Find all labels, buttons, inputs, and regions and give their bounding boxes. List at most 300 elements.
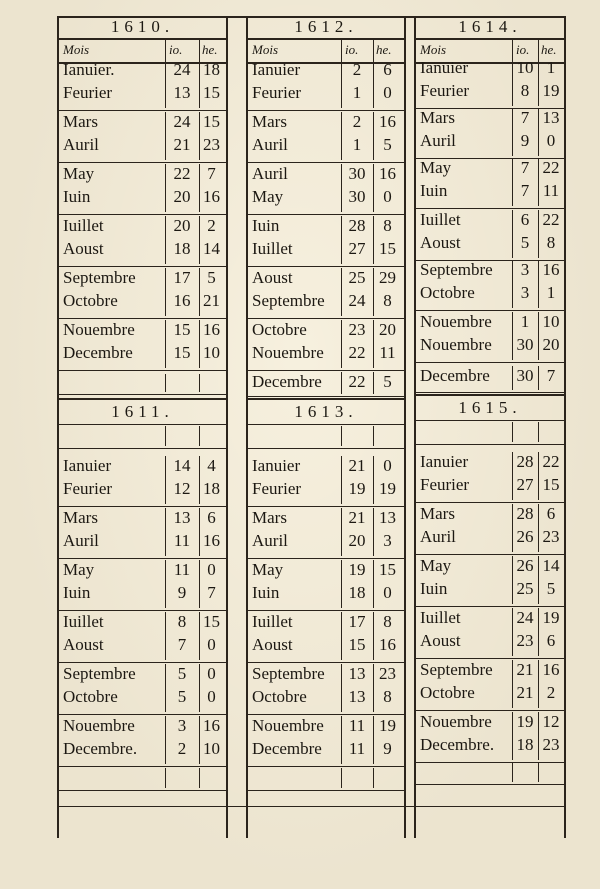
month-cell: Iuillet	[420, 608, 461, 627]
table-row	[248, 560, 404, 583]
month-cell: Mars	[252, 508, 287, 527]
month-cell: May	[420, 556, 452, 575]
month-cell: Mars	[420, 108, 455, 127]
month-cell: Iuin	[420, 181, 448, 200]
days-cell: 3	[177, 716, 187, 735]
days-cell: 30	[348, 164, 366, 183]
header-heures: he.	[202, 42, 218, 57]
hours-cell: 16	[203, 187, 220, 206]
days-cell: 22	[348, 372, 366, 391]
hours-cell: 1	[546, 58, 556, 77]
month-cell: Auril	[63, 135, 99, 154]
days-cell: 28	[348, 216, 366, 235]
column-divider	[165, 426, 166, 446]
hours-cell: 15	[379, 239, 396, 258]
table-row	[248, 716, 404, 739]
header-heures: he.	[541, 42, 557, 57]
hours-cell: 8	[383, 612, 392, 631]
month-cell: May	[63, 560, 95, 579]
year-heading: 1614.	[416, 16, 564, 40]
hours-cell: 18	[203, 60, 220, 79]
month-group	[248, 370, 404, 397]
month-cell: Mars	[63, 508, 98, 527]
table-row	[248, 739, 404, 762]
table-row	[59, 479, 226, 502]
table-row	[416, 210, 564, 233]
table-row	[248, 239, 404, 262]
days-cell: 5	[177, 664, 187, 683]
month-group	[59, 610, 226, 663]
month-group	[416, 502, 564, 555]
column-divider	[341, 426, 342, 446]
hours-cell: 0	[383, 583, 392, 602]
month-cell: Auril	[252, 164, 288, 183]
month-group	[416, 310, 564, 363]
days-cell: 11	[173, 560, 191, 579]
hours-cell: 0	[207, 664, 216, 683]
hours-cell: 16	[379, 112, 396, 131]
month-group	[59, 454, 226, 507]
month-group	[416, 258, 564, 311]
empty-row	[59, 766, 226, 791]
table-row	[416, 504, 564, 527]
days-cell: 21	[516, 660, 534, 679]
month-group	[416, 106, 564, 159]
header-mois: Mois	[63, 42, 89, 57]
month-cell: Iuillet	[252, 612, 293, 631]
table-row	[59, 239, 226, 262]
hours-cell: 0	[207, 687, 216, 706]
days-cell: 8	[520, 81, 530, 100]
table-row	[416, 556, 564, 579]
days-cell: 15	[348, 635, 366, 654]
month-cell: Octobre	[63, 687, 118, 706]
month-cell: Nouembre	[63, 320, 135, 339]
hours-cell: 0	[207, 560, 216, 579]
days-cell: 18	[516, 735, 534, 754]
table-row	[248, 531, 404, 554]
table-row	[59, 187, 226, 210]
days-cell: 28	[516, 452, 534, 471]
hours-cell: 16	[379, 164, 396, 183]
days-cell: 24	[173, 60, 191, 79]
hours-cell: 6	[546, 631, 556, 650]
days-cell: 7	[520, 181, 530, 200]
table-row	[59, 531, 226, 554]
table-row	[59, 216, 226, 239]
month-cell: Auril	[252, 135, 288, 154]
hours-cell: 7	[546, 366, 556, 385]
month-cell: Feurier	[252, 479, 302, 498]
empty-row	[416, 760, 564, 785]
month-cell: Ianuier	[63, 456, 112, 475]
hours-cell: 11	[542, 181, 560, 200]
table-row	[59, 135, 226, 158]
hours-cell: 12	[542, 712, 560, 731]
table-row	[248, 60, 404, 83]
hours-cell: 23	[542, 527, 560, 546]
month-cell: Decembre	[63, 343, 133, 362]
month-group	[59, 110, 226, 163]
days-cell: 18	[348, 583, 366, 602]
header-jours: io.	[169, 42, 183, 57]
table-row	[248, 508, 404, 531]
table-row	[416, 283, 564, 306]
month-cell: Aoust	[252, 635, 293, 654]
days-cell: 30	[348, 187, 366, 206]
month-cell: Nouembre	[420, 712, 492, 731]
hours-cell: 5	[546, 579, 556, 598]
days-cell: 15	[173, 320, 191, 339]
table-row	[416, 335, 564, 358]
table-row	[59, 716, 226, 739]
table-row	[416, 475, 564, 498]
hours-cell: 15	[542, 475, 560, 494]
month-group	[59, 162, 226, 215]
month-cell: May	[252, 560, 284, 579]
days-cell: 21	[348, 508, 366, 527]
days-cell: 3	[520, 260, 530, 279]
empty-header-row	[416, 420, 564, 445]
table-row	[59, 456, 226, 479]
table-row	[248, 268, 404, 291]
month-group	[416, 156, 564, 209]
days-cell: 23	[516, 631, 534, 650]
month-cell: Octobre	[420, 683, 475, 702]
table-row	[416, 366, 564, 389]
column-divider	[373, 768, 374, 788]
days-cell: 30	[516, 366, 534, 385]
month-cell: Octobre	[252, 687, 307, 706]
table-row	[416, 712, 564, 735]
hours-cell: 5	[383, 135, 392, 154]
month-cell: Septembre	[63, 268, 136, 287]
month-cell: Ianuier	[252, 60, 301, 79]
year-heading: 1610.	[59, 16, 226, 40]
month-cell: Aoust	[420, 631, 461, 650]
hours-cell: 8	[383, 291, 392, 310]
days-cell: 2	[177, 739, 187, 758]
header-mois: Mois	[420, 42, 446, 57]
table-row	[416, 260, 564, 283]
header-jours: io.	[516, 42, 530, 57]
hours-cell: 23	[203, 135, 220, 154]
hours-cell: 22	[542, 210, 560, 229]
days-cell: 17	[173, 268, 191, 287]
days-cell: 8	[177, 612, 187, 631]
month-group	[59, 662, 226, 715]
month-cell: Mars	[252, 112, 287, 131]
column-divider	[373, 426, 374, 446]
hours-cell: 16	[203, 320, 220, 339]
table-row	[416, 58, 564, 81]
table-row	[416, 312, 564, 335]
month-group	[416, 710, 564, 763]
month-group	[416, 364, 564, 393]
hours-cell: 5	[207, 268, 216, 287]
month-cell: Aoust	[63, 635, 104, 654]
month-group	[416, 606, 564, 659]
month-cell: Iuin	[63, 583, 91, 602]
days-cell: 21	[173, 135, 191, 154]
table-row	[248, 112, 404, 135]
empty-row	[59, 372, 226, 395]
month-cell: Ianuier	[252, 456, 301, 475]
table-row	[248, 372, 404, 395]
days-cell: 1	[352, 83, 362, 102]
hours-cell: 29	[379, 268, 396, 287]
hours-cell: 2	[207, 216, 216, 235]
month-cell: Aoust	[252, 268, 293, 287]
month-cell: Mars	[420, 504, 455, 523]
hours-cell: 13	[379, 508, 396, 527]
month-cell: Feurier	[420, 81, 470, 100]
table-row	[248, 135, 404, 158]
table-row	[248, 664, 404, 687]
days-cell: 15	[173, 343, 191, 362]
hours-cell: 16	[542, 660, 560, 679]
days-cell: 5	[177, 687, 187, 706]
days-cell: 25	[348, 268, 366, 287]
month-cell: Iuillet	[252, 239, 293, 258]
column-divider	[165, 768, 166, 788]
month-group	[59, 266, 226, 319]
month-cell: Octobre	[420, 283, 475, 302]
hours-cell: 16	[203, 531, 220, 550]
hours-cell: 0	[207, 635, 216, 654]
table-row	[248, 612, 404, 635]
column-divider	[512, 762, 513, 782]
month-cell: Decembre	[252, 739, 322, 758]
month-cell: Septembre	[420, 660, 493, 679]
days-cell: 19	[348, 479, 366, 498]
hours-cell: 8	[546, 233, 556, 252]
days-cell: 19	[516, 712, 534, 731]
month-group	[59, 506, 226, 559]
table-row	[59, 83, 226, 106]
table-row	[416, 527, 564, 550]
days-cell: 28	[516, 504, 534, 523]
month-cell: Decembre.	[63, 739, 138, 758]
month-cell: Auril	[420, 131, 456, 150]
days-cell: 22	[173, 164, 191, 183]
month-group	[59, 558, 226, 611]
month-cell: Auril	[420, 527, 456, 546]
hours-cell: 20	[379, 320, 396, 339]
month-group	[248, 110, 404, 163]
month-cell: Septembre	[252, 291, 325, 310]
days-cell: 23	[348, 320, 366, 339]
hours-cell: 16	[203, 716, 220, 735]
column-divider	[538, 762, 539, 782]
month-cell: May	[63, 164, 95, 183]
days-cell: 5	[520, 233, 530, 252]
month-cell: May	[420, 158, 452, 177]
days-cell: 9	[177, 583, 187, 602]
month-group	[248, 454, 404, 507]
table-row	[59, 164, 226, 187]
hours-cell: 15	[203, 612, 220, 631]
hours-cell: 9	[383, 739, 392, 758]
days-cell: 18	[173, 239, 191, 258]
hours-cell: 0	[383, 187, 392, 206]
year-heading: 1613.	[248, 398, 404, 425]
empty-header-row	[248, 424, 404, 449]
month-cell: Feurier	[63, 83, 113, 102]
hours-cell: 10	[203, 343, 220, 362]
days-cell: 11	[348, 739, 366, 758]
hours-cell: 15	[203, 112, 220, 131]
month-group	[416, 554, 564, 607]
table-row	[416, 158, 564, 181]
table-row	[59, 635, 226, 658]
table-row	[416, 81, 564, 104]
hours-cell: 22	[542, 452, 560, 471]
days-cell: 3	[520, 283, 530, 302]
hours-cell: 0	[546, 131, 556, 150]
month-cell: Decembre.	[420, 735, 495, 754]
header-heures: he.	[376, 42, 392, 57]
days-cell: 16	[173, 291, 191, 310]
hours-cell: 6	[383, 60, 392, 79]
hours-cell: 10	[542, 312, 560, 331]
column-divider	[341, 768, 342, 788]
table-row	[59, 508, 226, 531]
month-cell: Aoust	[420, 233, 461, 252]
month-cell: May	[252, 187, 284, 206]
hours-cell: 19	[542, 608, 560, 627]
month-group	[248, 662, 404, 715]
days-cell: 20	[173, 216, 191, 235]
table-row	[59, 583, 226, 606]
month-group	[248, 318, 404, 371]
hours-cell: 21	[203, 291, 220, 310]
year-heading: 1615.	[416, 394, 564, 421]
hours-cell: 19	[542, 81, 560, 100]
days-cell: 22	[348, 343, 366, 362]
empty-row	[248, 766, 404, 791]
year-heading: 1611.	[59, 398, 226, 425]
table-row	[248, 187, 404, 210]
month-cell: Feurier	[63, 479, 113, 498]
table-row	[248, 320, 404, 343]
hours-cell: 23	[542, 735, 560, 754]
hours-cell: 6	[207, 508, 216, 527]
days-cell: 26	[516, 556, 534, 575]
table-row	[59, 112, 226, 135]
hours-cell: 14	[542, 556, 560, 575]
month-cell: Iuillet	[63, 216, 104, 235]
table-row	[248, 343, 404, 366]
hours-cell: 19	[379, 479, 396, 498]
table-row	[59, 268, 226, 291]
table-row	[248, 291, 404, 314]
month-cell: Nouembre	[420, 335, 492, 354]
month-group	[59, 318, 226, 371]
days-cell: 11	[173, 531, 191, 550]
days-cell: 13	[348, 687, 366, 706]
month-group	[416, 450, 564, 503]
days-cell: 11	[348, 716, 366, 735]
column-divider	[538, 422, 539, 442]
table-row	[416, 735, 564, 758]
month-cell: Iuin	[252, 583, 280, 602]
month-cell: Iuin	[63, 187, 91, 206]
table-row	[248, 583, 404, 606]
month-cell: Ianuier	[420, 58, 469, 77]
hours-cell: 13	[542, 108, 560, 127]
table-row	[59, 291, 226, 314]
table-column-1614-1615	[414, 16, 566, 838]
days-cell: 7	[520, 108, 530, 127]
table-row	[248, 635, 404, 658]
month-cell: Octobre	[63, 291, 118, 310]
days-cell: 17	[348, 612, 366, 631]
days-cell: 19	[348, 560, 366, 579]
table-row	[416, 660, 564, 683]
days-cell: 13	[348, 664, 366, 683]
hours-cell: 20	[542, 335, 560, 354]
month-group	[248, 714, 404, 767]
days-cell: 14	[173, 456, 191, 475]
column-divider	[165, 374, 166, 392]
hours-cell: 18	[203, 479, 220, 498]
month-cell: Auril	[63, 531, 99, 550]
table-row	[59, 687, 226, 710]
hours-cell: 7	[207, 583, 216, 602]
days-cell: 6	[520, 210, 530, 229]
month-group	[59, 714, 226, 767]
table-row	[59, 60, 226, 83]
month-cell: Decembre	[420, 366, 490, 385]
header-jours: io.	[345, 42, 359, 57]
hours-cell: 15	[379, 560, 396, 579]
month-group	[416, 658, 564, 711]
days-cell: 24	[516, 608, 534, 627]
month-cell: Nouembre	[252, 343, 324, 362]
month-group	[59, 214, 226, 267]
hours-cell: 2	[546, 683, 556, 702]
month-cell: Feurier	[420, 475, 470, 494]
month-cell: Iuin	[252, 216, 280, 235]
days-cell: 7	[520, 158, 530, 177]
footer-rule	[57, 806, 566, 807]
table-row	[416, 131, 564, 154]
table-row	[248, 456, 404, 479]
hours-cell: 16	[542, 260, 560, 279]
table-row	[416, 233, 564, 256]
table-row	[248, 83, 404, 106]
table-row	[59, 320, 226, 343]
month-cell: Octobre	[252, 320, 307, 339]
month-cell: Decembre	[252, 372, 322, 391]
hours-cell: 6	[546, 504, 556, 523]
hours-cell: 8	[383, 216, 392, 235]
hours-cell: 10	[203, 739, 220, 758]
month-cell: Septembre	[420, 260, 493, 279]
month-group	[416, 208, 564, 261]
month-cell: Nouembre	[420, 312, 492, 331]
month-cell: Septembre	[63, 664, 136, 683]
month-group	[248, 610, 404, 663]
empty-header-row	[59, 424, 226, 449]
table-column-1610-1611	[57, 16, 228, 838]
month-group	[248, 162, 404, 215]
days-cell: 21	[348, 456, 366, 475]
month-cell: Auril	[252, 531, 288, 550]
table-row	[416, 108, 564, 131]
month-cell: Feurier	[252, 83, 302, 102]
